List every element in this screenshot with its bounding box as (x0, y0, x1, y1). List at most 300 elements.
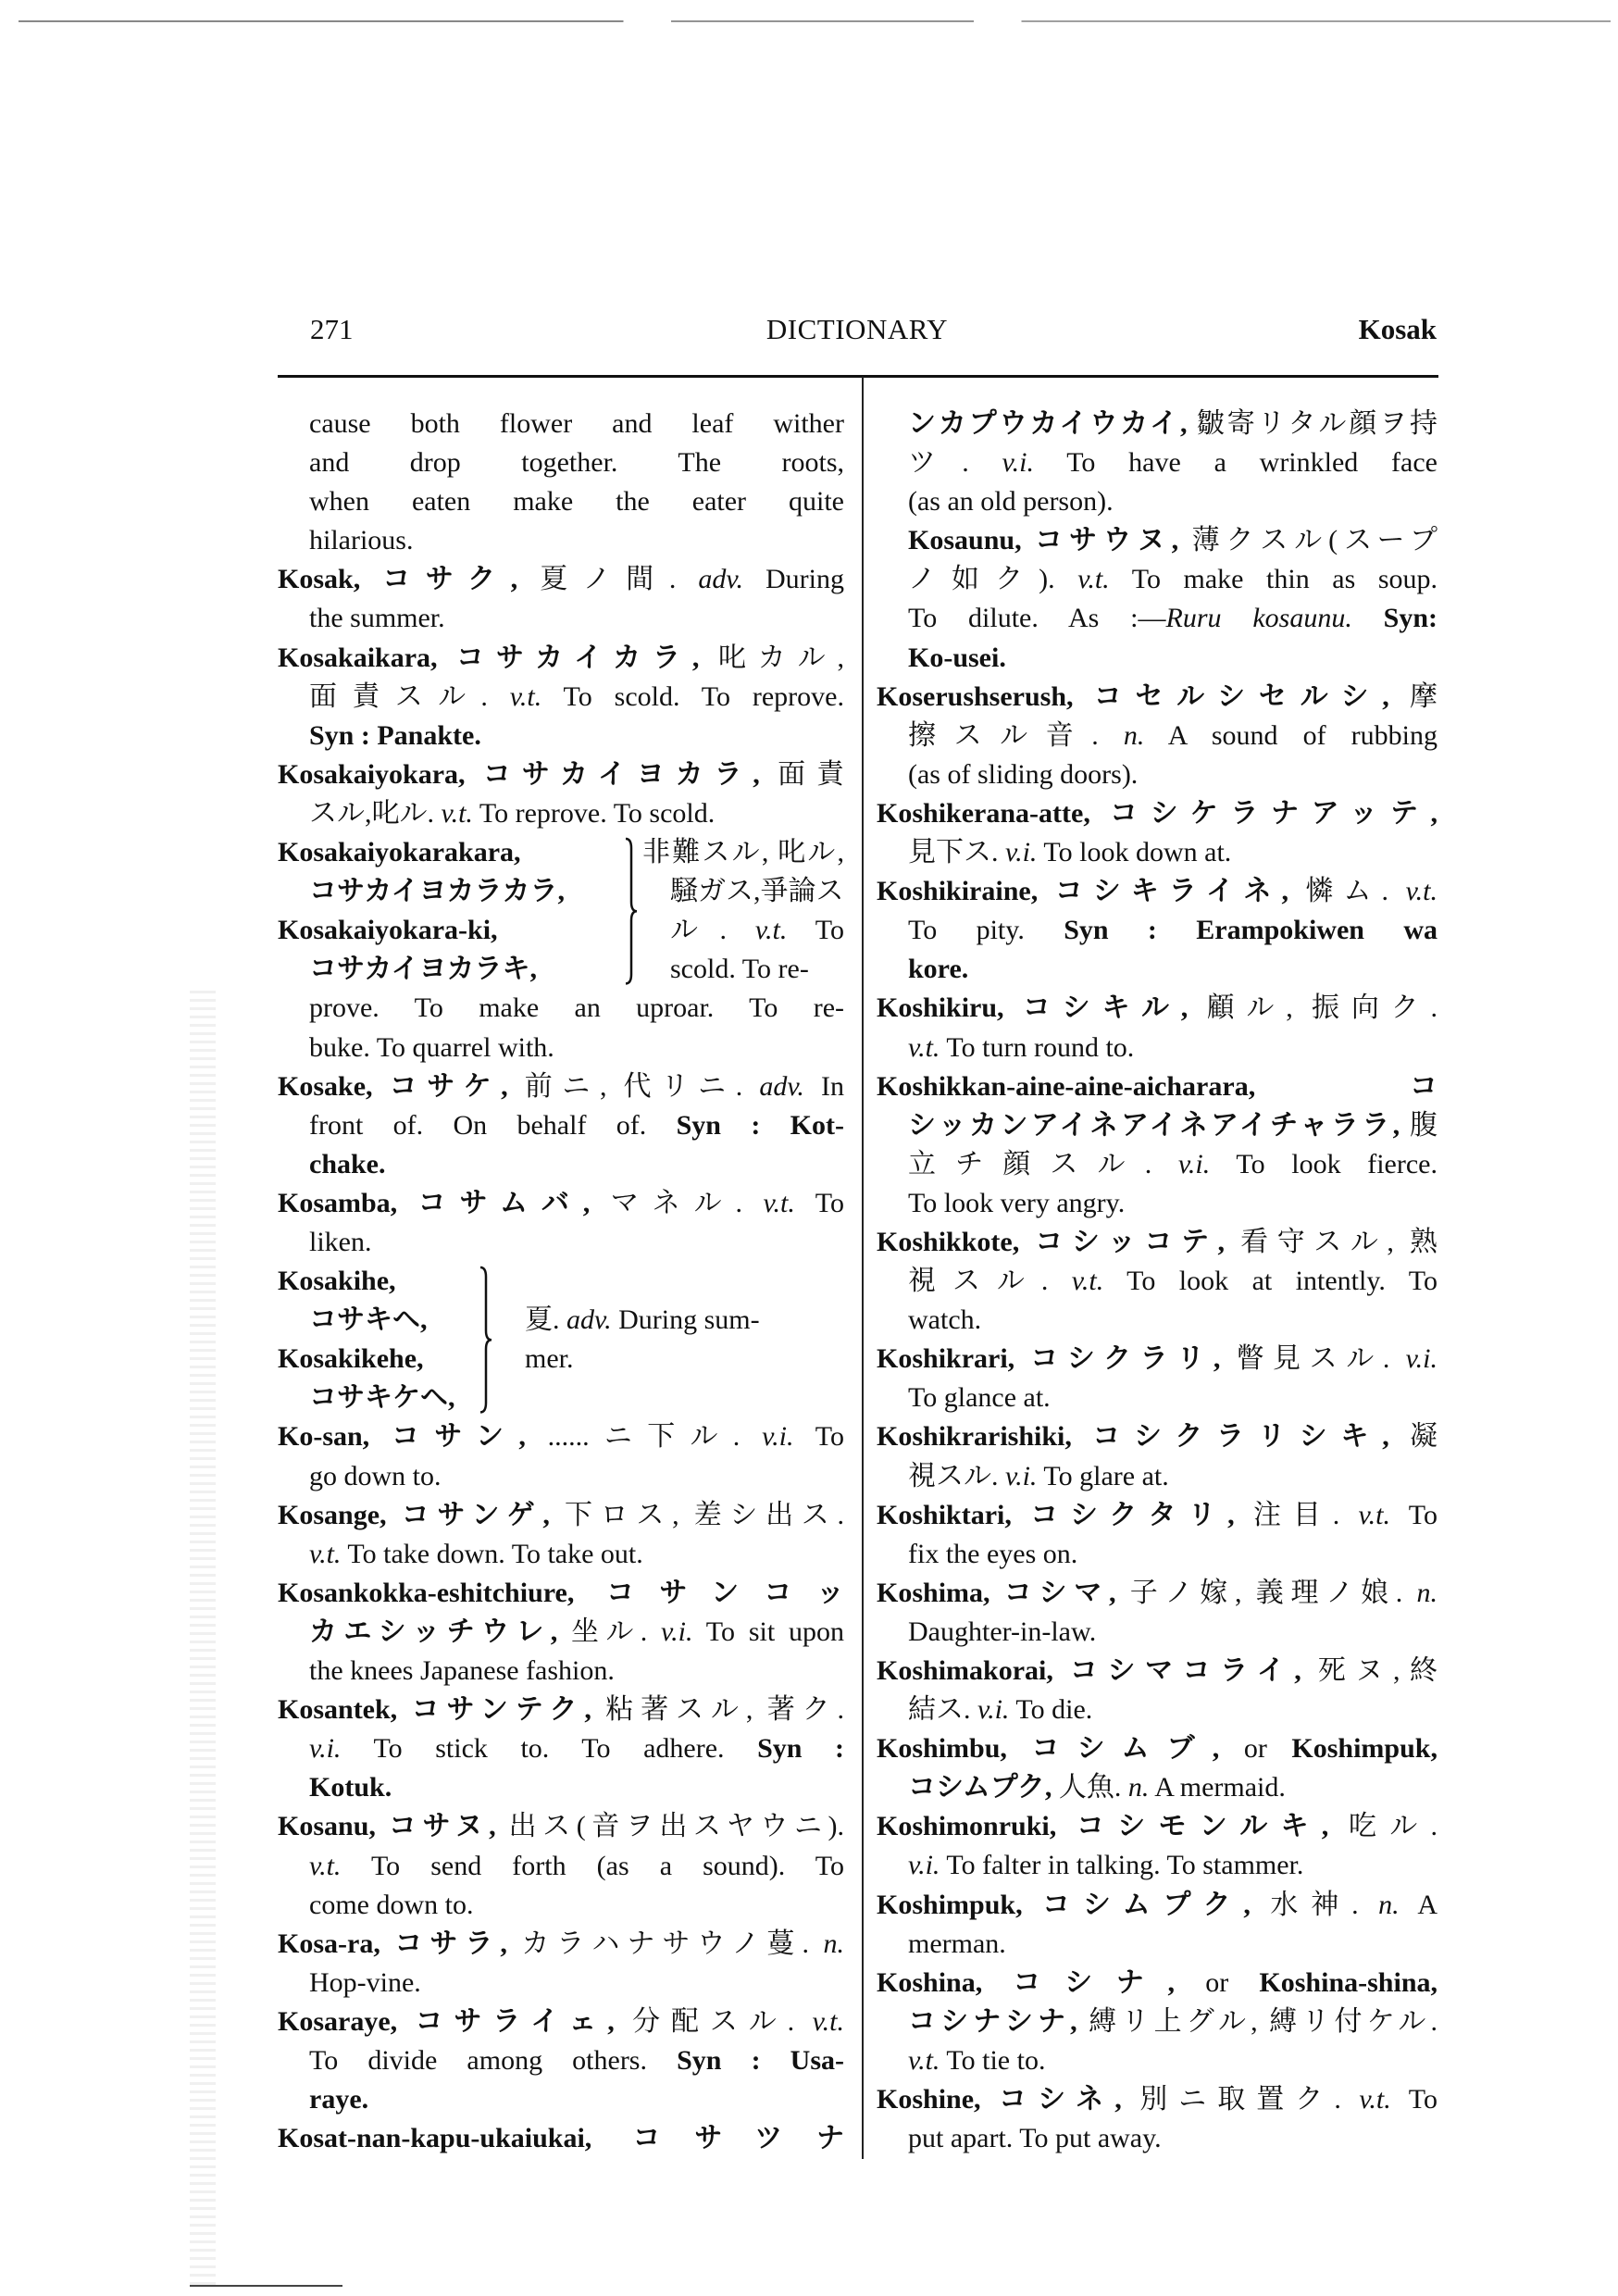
text-line (877, 1613, 1438, 1652)
definition-text: watch. (908, 1304, 982, 1336)
right-brace-icon (622, 833, 642, 989)
definition-text: To look fierce. (1210, 1148, 1438, 1179)
text-line (278, 1262, 477, 1301)
text-line (278, 2080, 844, 2119)
definition-text: To make thin as soup. (1109, 564, 1438, 595)
dictionary-entry (278, 1691, 844, 1807)
definition-text: 視スル. (908, 1266, 1072, 1297)
dictionary-entry (877, 1807, 1438, 1885)
definition-text: 非難スル, 叱ル, (642, 837, 844, 868)
column-divider (862, 377, 864, 2159)
headword-text: Kosanu, コサヌ, (278, 1811, 509, 1842)
text-line (278, 794, 844, 833)
text-line (278, 1768, 844, 1807)
left-column (278, 405, 844, 2158)
definition-text: To scold. To reprove. (541, 680, 844, 712)
text-line (877, 1846, 1438, 1885)
definition-text: 吃ル. (1349, 1811, 1438, 1842)
text-line (877, 2080, 1438, 2119)
text-line (877, 1574, 1438, 1613)
text-line (877, 1964, 1438, 2003)
definition-text: To reprove. To scold. (472, 797, 716, 829)
headword-text: Koshimpuk, (1291, 1733, 1438, 1765)
definition-text: During sum- (611, 1304, 760, 1336)
bracketed-entry-group (278, 1262, 844, 1417)
text-line (877, 678, 1438, 717)
part-of-speech-text: v.t. (1359, 2084, 1391, 2115)
text-line (278, 1145, 844, 1184)
definition-text: 皺寄リタル顔ヲ持 (1196, 408, 1438, 439)
text-line (278, 1613, 844, 1652)
page-number: 271 (310, 313, 354, 345)
text-line (278, 911, 622, 950)
definition-text: To look at intently. To (1103, 1266, 1438, 1297)
definition-text: 死ヌ,終 (1317, 1655, 1438, 1686)
definition-text: To (787, 915, 844, 946)
text-line (278, 599, 844, 638)
text-line (497, 1262, 844, 1301)
headword-text: ンカプウカイウカイ, (908, 408, 1197, 439)
text-line (877, 1184, 1438, 1223)
text-line (642, 911, 844, 950)
bracket-headwords (278, 833, 622, 989)
text-line (278, 1925, 844, 1964)
text-line (278, 2003, 844, 2041)
definition-text: 憐ム. (1305, 876, 1406, 907)
dictionary-entry (278, 1807, 844, 1924)
text-line (877, 1106, 1438, 1145)
text-line (278, 1964, 844, 2003)
part-of-speech-text: adv. (698, 564, 743, 595)
part-of-speech-text: n. (1127, 1772, 1150, 1803)
bracket-definition (642, 833, 844, 989)
text-line (278, 1184, 844, 1223)
headword-text: Kotuk. (309, 1772, 392, 1803)
headword-text: コサカイヨカラキ, (309, 954, 537, 985)
dictionary-entry (278, 2003, 844, 2119)
definition-text: 見下ス. (908, 837, 1005, 868)
dictionary-entry (877, 794, 1438, 872)
part-of-speech-text: adv. (759, 1070, 804, 1102)
definition-text: To look down at. (1037, 837, 1232, 868)
headword-text: シッカンアイネアイネアイチャララ, (908, 1109, 1410, 1141)
headword-text: kore. (908, 954, 969, 985)
text-line (278, 1729, 844, 1768)
definition-text: A mermaid. (1149, 1772, 1286, 1803)
part-of-speech-text: v.t. (1405, 876, 1438, 907)
definition-text: 注目. (1253, 1499, 1359, 1530)
headword-text: Kosakaiyokara, コサカイヨカラ, (278, 758, 778, 790)
part-of-speech-text: v.i. (908, 1850, 940, 1881)
definition-text: To send forth (as a sound). To (341, 1850, 844, 1881)
dictionary-entry (877, 989, 1438, 1067)
text-line (497, 1340, 844, 1379)
dictionary-entry (278, 639, 844, 755)
text-line (877, 1417, 1438, 1456)
text-line (278, 1067, 844, 1106)
headword-text: Ko-usei. (908, 642, 1006, 673)
definition-text: Daughter-in-law. (908, 1616, 1097, 1647)
running-title: DICTIONARY (765, 313, 949, 345)
dictionary-entry (877, 521, 1438, 677)
definition-text: 人魚. (1058, 1772, 1128, 1803)
definition-text: ノ如ク). (908, 564, 1078, 595)
text-line (278, 1496, 844, 1535)
headword-text: Kosantek, コサンテク, (278, 1694, 606, 1726)
bracket-definition (497, 1262, 844, 1417)
text-line (278, 1340, 477, 1379)
part-of-speech-text: v.t. (812, 2005, 844, 2037)
part-of-speech-text: v.t. (1077, 564, 1110, 595)
text-line (497, 1379, 844, 1417)
definition-text: front of. On behalf of. (309, 1109, 677, 1141)
definition-text: ツ. (908, 447, 1002, 479)
header-rule (278, 375, 1438, 378)
definition-text: 瞥見スル. (1236, 1343, 1406, 1375)
headword-text: Syn : Usa- (677, 2044, 844, 2076)
definition-text: 坐ル. (571, 1616, 662, 1647)
page-header (278, 313, 1437, 354)
headword-text: Syn : Panakte. (309, 719, 481, 751)
headword-text: Koshikkan-aine-aine-aicharara, コ (877, 1070, 1438, 1102)
dictionary-entry (877, 678, 1438, 794)
definition-text: Hop-vine. (309, 1966, 421, 1998)
definition-text: スル,叱ル. (309, 797, 442, 829)
text-line (877, 1691, 1438, 1729)
definition-text: 出ス(音ヲ出スヤウニ). (508, 1811, 844, 1842)
part-of-speech-text: v.t. (509, 680, 542, 712)
scan-margin-speckle (190, 991, 216, 2287)
definition-text: and drop together. The roots, (309, 447, 844, 479)
definition-text: 前ニ, 代リニ. (524, 1070, 760, 1102)
definition-text: 別ニ取置ク. (1139, 2084, 1360, 2115)
part-of-speech-text: v.t. (1358, 1499, 1390, 1530)
dictionary-entry (278, 1067, 844, 1184)
headword-text: Kosange, コサンゲ, (278, 1499, 566, 1530)
headword-text: Koshimakorai, コシマコライ, (877, 1655, 1318, 1686)
definition-text: scold. To re- (670, 954, 809, 985)
headword-text: Koshiktari, コシクタリ, (877, 1499, 1254, 1530)
definition-text: 凝 (1410, 1421, 1438, 1453)
definition-text: マネル. (610, 1187, 764, 1218)
headword-text: Kosamba, コサムバ, (278, 1187, 611, 1218)
text-line (278, 2119, 844, 2158)
dictionary-entry (877, 1652, 1438, 1729)
definition-text: To (1389, 1499, 1438, 1530)
dictionary-entry (278, 1417, 844, 1495)
text-line (877, 1457, 1438, 1496)
text-line (278, 482, 844, 521)
definition-text: 結ス. (908, 1694, 977, 1726)
text-line (877, 1729, 1438, 1768)
headword-text: Kosankokka-eshitchiure, コサンコッ (278, 1577, 844, 1608)
headword-text: Koshikrari, コシクラリ, (877, 1343, 1237, 1375)
headword-text: Syn : Kot- (676, 1109, 844, 1141)
definition-text: 面責 (778, 758, 845, 790)
definition-text: To falter in talking. To stammer. (940, 1850, 1304, 1881)
part-of-speech-text: v.t. (1071, 1266, 1104, 1297)
definition-text: buke. To quarrel with. (309, 1031, 554, 1063)
definition-text: To have a wrinkled face (1033, 447, 1438, 479)
text-line (877, 717, 1438, 755)
text-line (877, 1925, 1438, 1964)
definition-text: merman. (908, 1928, 1006, 1959)
headword-text: Syn: (1351, 603, 1438, 634)
definition-text: A sound of rubbing (1144, 719, 1438, 751)
text-line (278, 1652, 844, 1691)
text-line (278, 560, 844, 599)
part-of-speech-text: n. (1378, 1889, 1400, 1920)
text-line (278, 1847, 844, 1886)
definition-text: 立チ顔スル. (908, 1148, 1178, 1179)
text-line (877, 443, 1438, 482)
text-line (278, 1379, 477, 1417)
text-line (278, 521, 844, 560)
part-of-speech-text: n. (823, 1928, 844, 1959)
text-line (278, 1417, 844, 1456)
definition-text: To (793, 1421, 845, 1453)
definition-text: 粘著スル, 著ク. (605, 1694, 844, 1726)
text-line (877, 1301, 1438, 1340)
definition-text: or (1243, 1733, 1292, 1765)
headword-text: raye. (309, 2084, 369, 2115)
dictionary-entry (278, 405, 844, 560)
definition-text: 騒ガス,爭論ス (670, 876, 844, 907)
definition-text: 叱カル, (717, 642, 845, 673)
headword-text: コサキヘ, (309, 1304, 428, 1336)
text-line (642, 872, 844, 911)
text-line (278, 1691, 844, 1729)
dictionary-entry (278, 755, 844, 833)
part-of-speech-text: v.t. (309, 1538, 342, 1569)
definition-text: (as of sliding doors). (908, 758, 1139, 790)
headword-text: Koshikiraine, コシキライネ, (877, 876, 1306, 907)
bracket-headwords (278, 1262, 477, 1417)
text-line (877, 1067, 1438, 1106)
text-line (278, 717, 844, 755)
headword-text: Koshikrarishiki, コシクラリシキ, (877, 1421, 1410, 1453)
dictionary-entry (877, 1496, 1438, 1574)
headword-text: Koshikiru, コシキル, (877, 992, 1207, 1024)
headword-text: Syn : Erampokiwen wa (1064, 915, 1438, 946)
text-line (278, 1886, 844, 1925)
headword-text: Koserushserush, コセルシセルシ, (877, 680, 1410, 712)
dictionary-entry (877, 1417, 1438, 1495)
headword-text: Kosat-nan-kapu-ukaiukai, コサツナ (278, 2123, 844, 2154)
dictionary-entry (278, 989, 844, 1067)
definition-text: mer. (525, 1343, 574, 1375)
definition-text: come down to. (309, 1889, 474, 1920)
definition-text: 看守スル, 熟 (1240, 1226, 1438, 1257)
text-line (278, 1457, 844, 1496)
dictionary-entry (877, 1223, 1438, 1340)
text-line (877, 1768, 1438, 1807)
definition-text: 水神. (1270, 1889, 1379, 1920)
scan-edge-line (19, 20, 1611, 22)
part-of-speech-text: v.i. (762, 1421, 794, 1453)
text-line (877, 1652, 1438, 1691)
text-line (877, 1496, 1438, 1535)
definition-text: To sit upon (692, 1616, 845, 1647)
text-line (642, 950, 844, 989)
part-of-speech-text: v.i. (1405, 1343, 1438, 1375)
guide-word: Kosak (1358, 313, 1437, 345)
part-of-speech-text: v.t. (763, 1187, 795, 1218)
text-line (877, 599, 1438, 638)
dictionary-entry (877, 1067, 1438, 1223)
headword-text: Ko-san, コサン, (278, 1421, 548, 1453)
headword-text: Kosakaiyokarakara, (278, 837, 521, 868)
headword-text: chake. (309, 1148, 386, 1179)
text-line (278, 639, 844, 678)
definition-text: 擦スル音. (908, 719, 1124, 751)
part-of-speech-text: v.i. (1002, 447, 1034, 479)
text-line (877, 405, 1438, 443)
definition-text: 腹 (1410, 1109, 1438, 1141)
headword-text: コサカイヨカラカラ, (309, 876, 565, 907)
definition-text: 縛リ上グル, 縛リ付ケル. (1089, 2005, 1438, 2037)
headword-text: Koshikerana-atte, コシケラナアッテ, (877, 797, 1438, 829)
part-of-speech-text: n. (1416, 1577, 1438, 1608)
headword-text: カエシッチウレ, (309, 1616, 572, 1647)
part-of-speech-text: n. (1123, 719, 1145, 751)
text-line (877, 560, 1438, 599)
text-line (877, 521, 1438, 560)
headword-text: Koshimpuk, コシムプク, (877, 1889, 1271, 1920)
text-line (278, 1223, 844, 1262)
dictionary-entry (877, 872, 1438, 989)
headword-text: Kosa-ra, コサラ, (278, 1928, 522, 1959)
headword-text: Syn : (757, 1733, 845, 1765)
headword-text: コサキケヘ, (309, 1382, 455, 1414)
text-line (278, 989, 844, 1028)
text-line (877, 1029, 1438, 1067)
headword-text: Kosakihe, (278, 1266, 396, 1297)
definition-text: 下ロス, 差シ出ス. (565, 1499, 844, 1530)
text-line (877, 1262, 1438, 1301)
dictionary-entry (877, 1886, 1438, 1964)
dictionary-entry (278, 1496, 844, 1574)
headword-text: Koshima, コシマ, (877, 1577, 1130, 1608)
text-line (877, 2119, 1438, 2158)
definition-text: カラハナサウノ蔓. (521, 1928, 824, 1959)
headword-text: Kosakaiyokara-ki, (278, 915, 498, 946)
definition-text: To (1390, 2084, 1438, 2115)
text-line (278, 950, 622, 989)
dictionary-entry (877, 405, 1438, 521)
headword-text: Kosak, コサク, (278, 564, 541, 595)
definition-text: 顧ル, 振向ク. (1206, 992, 1438, 1024)
text-line (877, 950, 1438, 989)
definition-text: To turn round to. (940, 1031, 1135, 1063)
text-line (278, 1029, 844, 1067)
part-of-speech-text: v.i. (977, 1694, 1010, 1726)
definition-text: 面責スル. (309, 680, 510, 712)
definition-text: 子ノ嫁, 義理ノ娘. (1129, 1577, 1417, 1608)
definition-text: To divide among others. (309, 2044, 678, 2076)
definition-text: prove. To make an uproar. To re- (309, 992, 844, 1024)
text-line (877, 639, 1438, 678)
text-line (278, 405, 844, 443)
definition-text: A (1399, 1889, 1438, 1920)
text-line (877, 1340, 1438, 1379)
definition-text: liken. (309, 1226, 372, 1257)
definition-text: the summer. (309, 603, 445, 634)
definition-text: fix the eyes on. (908, 1538, 1078, 1569)
text-line (877, 482, 1438, 521)
definition-text: During (742, 564, 844, 595)
text-line (278, 833, 622, 872)
definition-text: To look very angry. (908, 1187, 1126, 1218)
headword-text: コシムプク, (908, 1772, 1059, 1803)
definition-text: To pity. (908, 915, 1064, 946)
text-line (877, 2003, 1438, 2041)
definition-text: 視スル. (908, 1460, 1005, 1491)
dictionary-entry (278, 2119, 844, 2158)
text-line (278, 443, 844, 482)
part-of-speech-text: v.t. (908, 1031, 940, 1063)
definition-text: 夏ノ間. (540, 564, 699, 595)
part-of-speech-text: v.i. (661, 1616, 693, 1647)
headword-text: Koshine, コシネ, (877, 2084, 1140, 2115)
dictionary-entry (278, 1925, 844, 2003)
right-column (877, 405, 1438, 2158)
part-of-speech-text: v.i. (1177, 1148, 1211, 1179)
text-line (278, 1807, 844, 1846)
dictionary-entry (278, 1184, 844, 1262)
text-line (877, 1223, 1438, 1262)
part-of-speech-text: v.i. (1005, 837, 1038, 868)
dictionary-entry (877, 1340, 1438, 1417)
text-line (877, 911, 1438, 950)
headword-text: Koshimonruki, コシモンルキ, (877, 1811, 1349, 1842)
text-line (278, 1535, 844, 1574)
part-of-speech-text: v.t. (908, 2044, 940, 2076)
definition-text: hilarious. (309, 525, 414, 556)
definition-text: 薄クスル(スープ (1191, 525, 1438, 556)
text-line (642, 833, 844, 872)
part-of-speech-text: v.t. (441, 797, 473, 829)
text-line (278, 1301, 477, 1340)
definition-text: To tie to. (940, 2044, 1046, 2076)
dictionary-entry (278, 1574, 844, 1691)
part-of-speech-text: v.t. (309, 1850, 342, 1881)
definition-text: ル. (670, 915, 755, 946)
definition-text: ......ニ下ル. (547, 1421, 763, 1453)
definition-text: In (803, 1070, 845, 1102)
headword-text: Kosaunu, コサウヌ, (908, 525, 1192, 556)
headword-text: Koshina, コシナ, (877, 1966, 1206, 1998)
text-line (278, 1106, 844, 1145)
definition-text: cause both flower and leaf wither (309, 408, 844, 439)
text-line (877, 2041, 1438, 2080)
definition-text: 分配スル. (632, 2005, 813, 2037)
definition-text: To dilute. As :— (908, 603, 1166, 634)
text-line (497, 1301, 844, 1340)
dictionary-entry (278, 560, 844, 638)
headword-text: Kosaraye, コサライェ, (278, 2005, 633, 2037)
text-line (877, 1535, 1438, 1574)
headword-text: Koshikkote, コシッコテ, (877, 1226, 1241, 1257)
definition-text: the knees Japanese fashion. (309, 1655, 615, 1687)
definition-text: To glance at. (908, 1382, 1051, 1414)
definition-text: go down to. (309, 1460, 442, 1491)
definition-text: when eaten make the eater quite (309, 486, 844, 518)
headword-text: Kosakikehe, (278, 1343, 424, 1375)
headword-text: Kosake, コサケ, (278, 1070, 525, 1102)
text-line (278, 1574, 844, 1613)
scan-bottom-line (190, 2285, 342, 2287)
